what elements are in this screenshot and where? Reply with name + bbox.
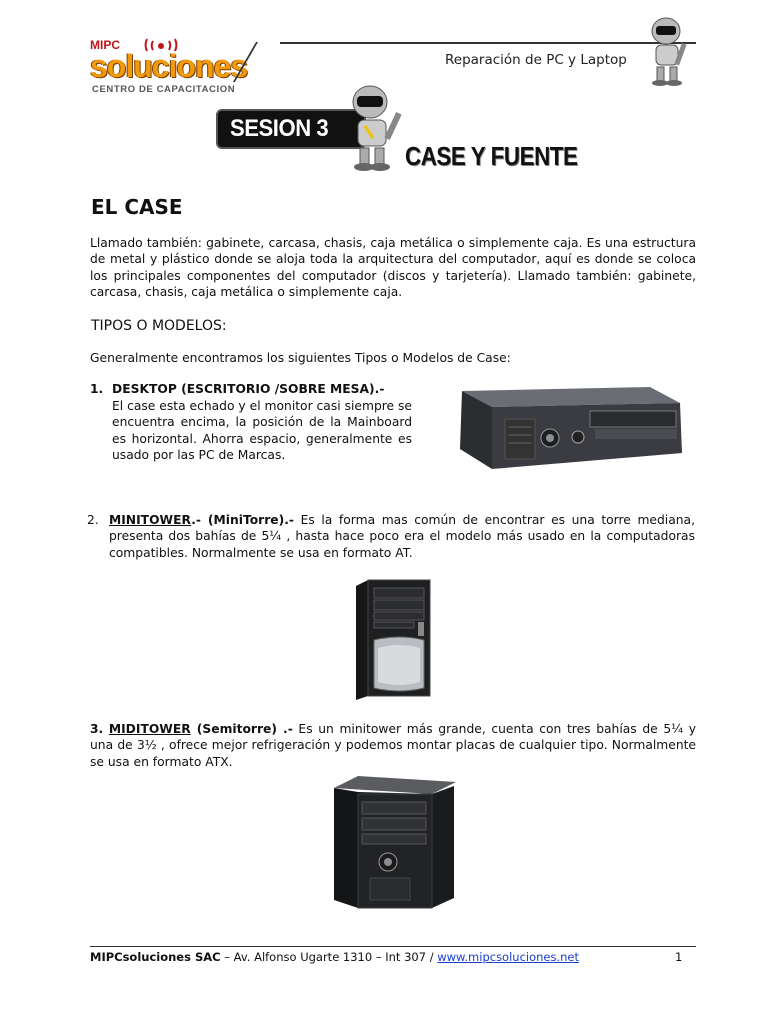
minitower-case-image bbox=[352, 578, 434, 702]
types-heading: TIPOS O MODELOS: bbox=[91, 318, 227, 334]
types-intro: Generalmente encontramos los siguientes Tipos o Modelos de Case: bbox=[90, 351, 511, 365]
item-text-block bbox=[109, 512, 695, 561]
session-subtitle: CASE Y FUENTE bbox=[405, 141, 578, 171]
item-heading: DESKTOP (ESCRITORIO /SOBRE MESA).- bbox=[112, 382, 385, 396]
footer-link[interactable]: www.mipcsoluciones.net bbox=[437, 950, 580, 964]
item-name-suffix: (Semitorre) .- bbox=[190, 722, 293, 736]
item-number: 2. bbox=[87, 513, 99, 527]
desktop-case-image bbox=[450, 383, 688, 475]
page-number: 1 bbox=[675, 950, 683, 964]
logo-sub-text: CENTRO DE CAPACITACION bbox=[92, 84, 236, 95]
section-title: EL CASE bbox=[91, 195, 183, 219]
miditower-case-image bbox=[330, 774, 460, 910]
company-logo bbox=[88, 38, 258, 100]
robot-mascot-icon bbox=[640, 15, 698, 87]
item-name-suffix: .- (MiniTorre).- bbox=[191, 513, 295, 527]
robot-mascot-large-icon bbox=[340, 82, 412, 174]
item-name: MIDITOWER bbox=[108, 722, 191, 736]
item-name: MINITOWER bbox=[109, 513, 192, 527]
header-title: Reparación de PC y Laptop bbox=[445, 52, 627, 68]
list-item-miditower bbox=[90, 721, 696, 770]
item-number: 3. bbox=[90, 722, 104, 736]
header-divider bbox=[280, 42, 696, 44]
footer bbox=[90, 950, 579, 964]
session-banner-text: SESION 3 bbox=[230, 115, 329, 142]
logo-main-text: soluciones bbox=[90, 48, 248, 84]
footer-divider bbox=[90, 946, 696, 947]
item-text: Es la forma mas común de encontrar es una torre mediana, presenta dos bahías de 5¼ , hasta hace poco era el modelo más usado en la computadoras compatibles. Normalmente se usa en formato AT. bbox=[109, 513, 695, 560]
item-number: 1. bbox=[90, 382, 104, 396]
item-text: El case esta echado y el monitor casi siempre se encuentra encima, la posición de la Mainboard es horizontal. Ahorra espacio, generalmente es usado por las PC de Marcas. bbox=[112, 399, 412, 463]
footer-address: – Av. Alfonso Ugarte 1310 – Int 307 / bbox=[220, 950, 438, 964]
item-text: Es un minitower más grande, cuenta con tres bahías de 5¼ y una de 3½ , ofrece mejor refrigeración y podemos montar placas de cualquier tipo. Normalmente se usa en formato ATX. bbox=[90, 722, 696, 769]
intro-paragraph: Llamado también: gabinete, carcasa, chasis, caja metálica o simplemente caja. Es una estructura de metal y plástico donde se aloja toda la arquitectura del computador, aquí es donde se coloca los principales componentes del computador (discos y tarjetería). Llamado también: gabinete, carcasa, chasis, caja metálica o simplemente caja. bbox=[90, 236, 696, 300]
logo-small-text: MIPC bbox=[90, 38, 120, 52]
footer-company: MIPCsoluciones SAC bbox=[90, 950, 221, 964]
